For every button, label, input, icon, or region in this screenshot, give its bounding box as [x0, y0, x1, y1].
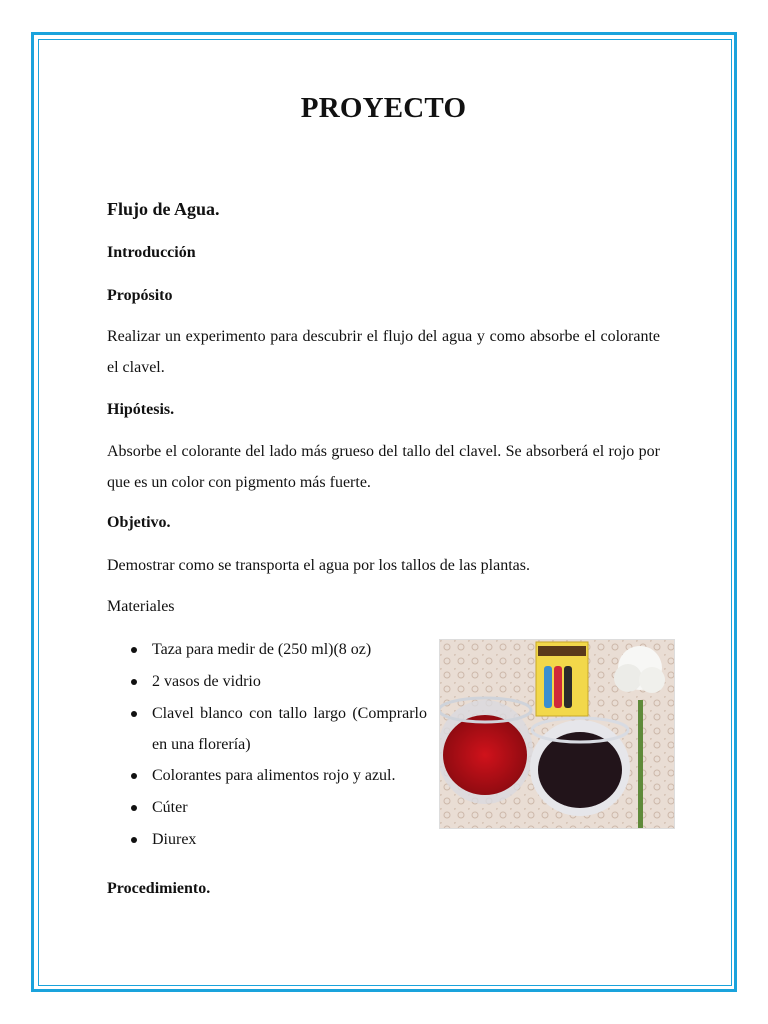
list-item: Cúter	[107, 792, 427, 824]
objective-heading: Objetivo.	[107, 514, 171, 531]
materials-heading: Materiales	[107, 598, 175, 615]
hypothesis-text: Absorbe el colorante del lado más grueso del tallo del clavel. Se absorberá el rojo por que es un color con pigmento más fuerte.	[107, 443, 660, 491]
objective-text: Demostrar como se transporta el agua por los tallos de las plantas.	[107, 557, 530, 574]
purpose-text: Realizar un experimento para descubrir el flujo del agua y como absorbe el colorante el clavel.	[107, 328, 660, 376]
list-item: Diurex	[107, 824, 427, 856]
list-item: 2 vasos de vidrio	[107, 666, 427, 698]
bullet-icon	[131, 647, 137, 653]
procedure-heading: Procedimiento.	[107, 880, 211, 897]
hypothesis-heading: Hipótesis.	[107, 401, 175, 418]
bullet-icon	[131, 837, 137, 843]
bullet-icon	[131, 773, 137, 779]
bullet-icon	[131, 805, 137, 811]
list-item: Colorantes para alimentos rojo y azul.	[107, 760, 427, 792]
intro-heading: Introducción	[107, 244, 196, 261]
bullet-icon	[131, 711, 137, 717]
bullet-icon	[131, 679, 137, 685]
list-item: Clavel blanco con tallo largo (Comprarlo en una florería)	[107, 698, 427, 760]
purpose-heading: Propósito	[107, 287, 173, 304]
materials-list	[107, 634, 427, 856]
project-name: Flujo de Agua.	[107, 199, 220, 219]
experiment-photo	[439, 639, 675, 829]
page-title: PROYECTO	[300, 92, 467, 124]
list-item: Taza para medir de (250 ml)(8 oz)	[107, 634, 427, 666]
